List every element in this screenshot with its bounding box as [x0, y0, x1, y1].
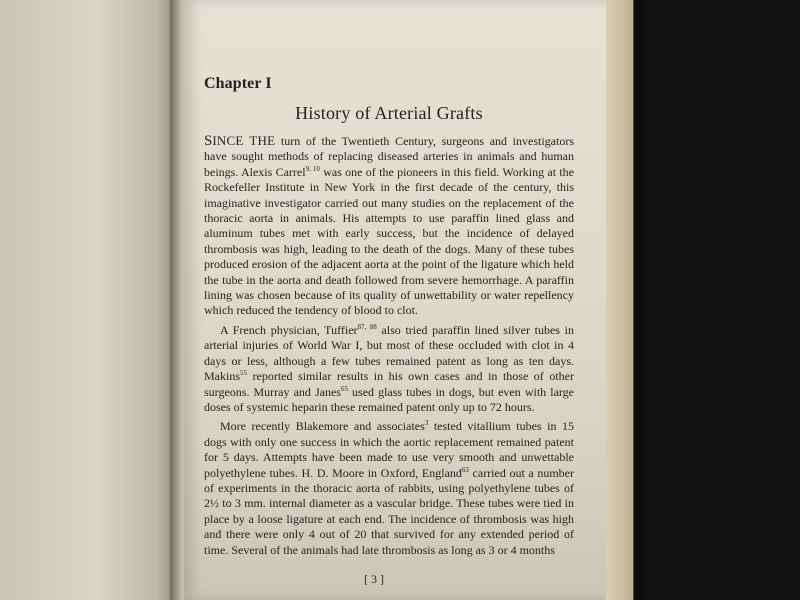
citation-ref: 9, 10: [305, 164, 320, 173]
citation-ref: 55: [240, 369, 247, 378]
text-segment: also tried paraffin lined silver tubes in arterial injuries of World War I, but most of these occluded with clot in 4 days or less, although a few tubes remained patent as long as ten days. Makins: [204, 322, 574, 384]
text-segment: turn of the Twentieth Century, surgeons and investigators have sought methods of replacing diseased arteries in animals and human beings. Alexis Carrel: [204, 134, 574, 179]
paragraph-2: [204, 323, 574, 415]
citation-ref: 87, 88: [357, 322, 377, 331]
text-segment: More recently Blakemore and associates: [220, 419, 425, 434]
page-number: [ 3 ]: [364, 572, 384, 586]
page-shadow: [633, 0, 653, 600]
citation-ref: 63: [461, 465, 469, 474]
text-segment: used glass tubes in dogs, but even with large doses of systemic heparin these remained patent only up to 72 hours.: [204, 384, 574, 414]
lead-letter: S: [204, 133, 213, 149]
page-text: [204, 75, 574, 558]
chapter-label: Chapter I: [204, 75, 272, 92]
paragraph-1: [204, 133, 574, 319]
text-segment: A French physician, Tuffier: [220, 322, 358, 337]
left-page: [0, 0, 178, 600]
lead-smallcaps: INCE THE: [212, 133, 276, 148]
text-segment: tested vitallium tubes in 15 dogs with only one success in which the aortic replacement remained patent for 5 days. Attempts have been made to use very smooth and unwettable polyethylene tubes. H. D. Moore in Oxford, England: [204, 419, 574, 480]
citation-ref: 65: [340, 384, 348, 393]
citation-ref: 3: [424, 419, 429, 428]
text-segment: carried out a number of experiments in the thoracic aorta of rabbits, using polyethylene tubes of 2½ to 3 mm. internal diameter as a vascular bridge. These tubes were tied in place by a loose ligature at each end. The incidence of thrombosis was high and there were only 4 out of 20 that survived for any extended period of time. Several of the animals had late thrombosis as long as 3 or 4 months: [204, 465, 574, 557]
chapter-title: History of Arterial Grafts: [295, 103, 483, 123]
paragraph-3: [204, 419, 574, 558]
page-edge: [606, 0, 634, 600]
text-segment: reported similar results in his own cases and in those of other surgeons. Murray and Janes: [204, 369, 574, 399]
text-segment: was one of the pioneers in this field. Working at the Rockefeller Institute in New York in the first decade of the century, this imaginative investigator carried out many studies on the replacement of the thoracic aorta in animals. His attempts to use paraffin lined glass and aluminum tubes met with early success, but the incidence of delayed thrombosis was high, leading to the death of the dogs. Many of these tubes produced erosion of the adjacent aorta at the point of the ligature which held the tube in the aorta and death followed from severe hemorrhage. A paraffin lining was chosen because of its quality of unwettability or water repellency which reduced the tendency of blood to clot.: [204, 164, 575, 318]
